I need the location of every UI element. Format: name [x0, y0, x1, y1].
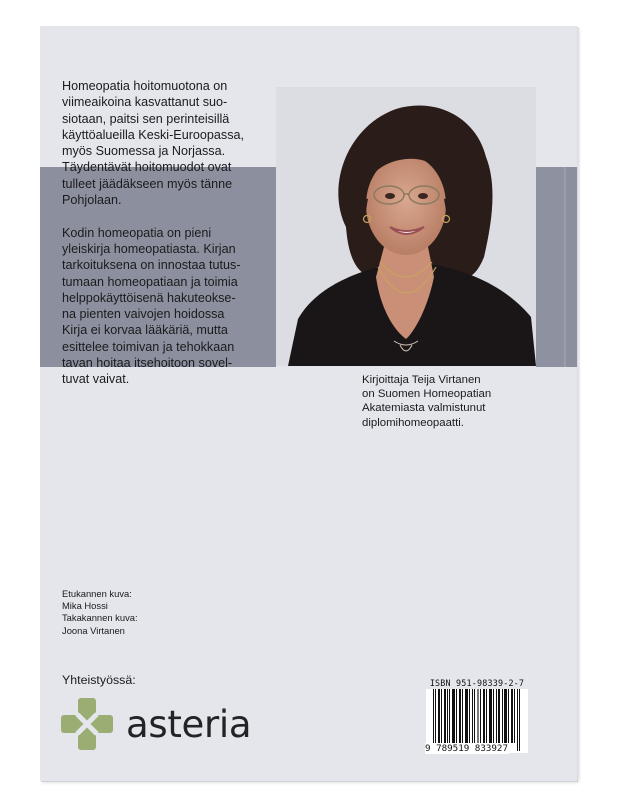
blurb-paragraph-2	[62, 225, 282, 388]
author-caption	[362, 373, 562, 430]
blurb-line: tarkoituksena on innostaa tutus-	[62, 258, 241, 273]
photo-credits	[62, 588, 138, 637]
credit-label-back: Takakannen kuva:	[62, 612, 138, 624]
blurb-line: tuvat vaivat.	[62, 372, 130, 387]
caption-line: on Suomen Homeopatian	[362, 388, 492, 401]
credit-name-back: Joona Virtanen	[62, 624, 125, 636]
caption-line: Kirjoittaja Teija Virtanen	[362, 374, 481, 386]
gray-band-right	[536, 167, 577, 367]
blurb-line: myös Suomessa ja Norjassa.	[62, 144, 226, 159]
barcode-digits: 9 789519 833927	[425, 743, 508, 754]
credit-label-front: Etukannen kuva:	[62, 588, 132, 599]
blurb-line: siotaan, paitsi sen perinteisillä	[62, 111, 230, 126]
blurb-line: Pohjolaan.	[62, 193, 122, 208]
blurb-line: tumaan homeopatiaan ja toimia	[62, 274, 238, 289]
cooperation-label: Yhteistyössä:	[62, 673, 136, 687]
caption-line: diplomihomeopaatti.	[362, 416, 464, 429]
book-back-cover	[40, 26, 577, 781]
isbn-barcode-block	[426, 677, 528, 753]
asteria-logo-text: asteria	[126, 702, 252, 746]
blurb-line: esittelee toimivan ja tehokkaan	[62, 339, 235, 354]
asteria-logo	[60, 694, 251, 754]
blurb-line: Täydentävät hoitomuodot ovat	[62, 160, 232, 175]
blurb-line: viimeaikoina kasvattanut suo-	[62, 95, 228, 110]
blurb-line: na pienten vaivojen hoidossa	[62, 307, 225, 322]
blurb-line: tavan hoitaa itsehoitoon sovel-	[62, 356, 233, 371]
credit-name-front: Mika Hossi	[62, 600, 108, 612]
blurb-line: Kodin homeopatia on pieni	[62, 225, 212, 240]
blurb-line: Kirja ei korvaa lääkäriä, mutta	[62, 323, 228, 338]
caption-line: Akatemiasta valmistunut	[362, 402, 486, 415]
blurb-line: yleiskirja homeopatiasta. Kirjan	[62, 241, 236, 256]
blurb-line: helppokäyttöisenä hakuteokse-	[62, 290, 236, 305]
blurb-line: tulleet jäädäkseen myös tänne	[62, 176, 233, 191]
barcode	[426, 689, 528, 753]
blurb-line: Homeopatia hoitomuotona on	[62, 79, 228, 93]
cross-of-four-squares-icon	[60, 697, 114, 751]
blurb-line: käyttöalueilla Keski-Euroopassa,	[62, 127, 245, 142]
book-page-edge	[577, 28, 580, 779]
author-portrait-illustration	[276, 87, 536, 366]
isbn-label: ISBN 951-98339-2-7	[426, 677, 528, 689]
blurb-paragraph-1	[62, 78, 282, 208]
blurb-text	[62, 78, 282, 388]
author-photo	[276, 87, 536, 366]
